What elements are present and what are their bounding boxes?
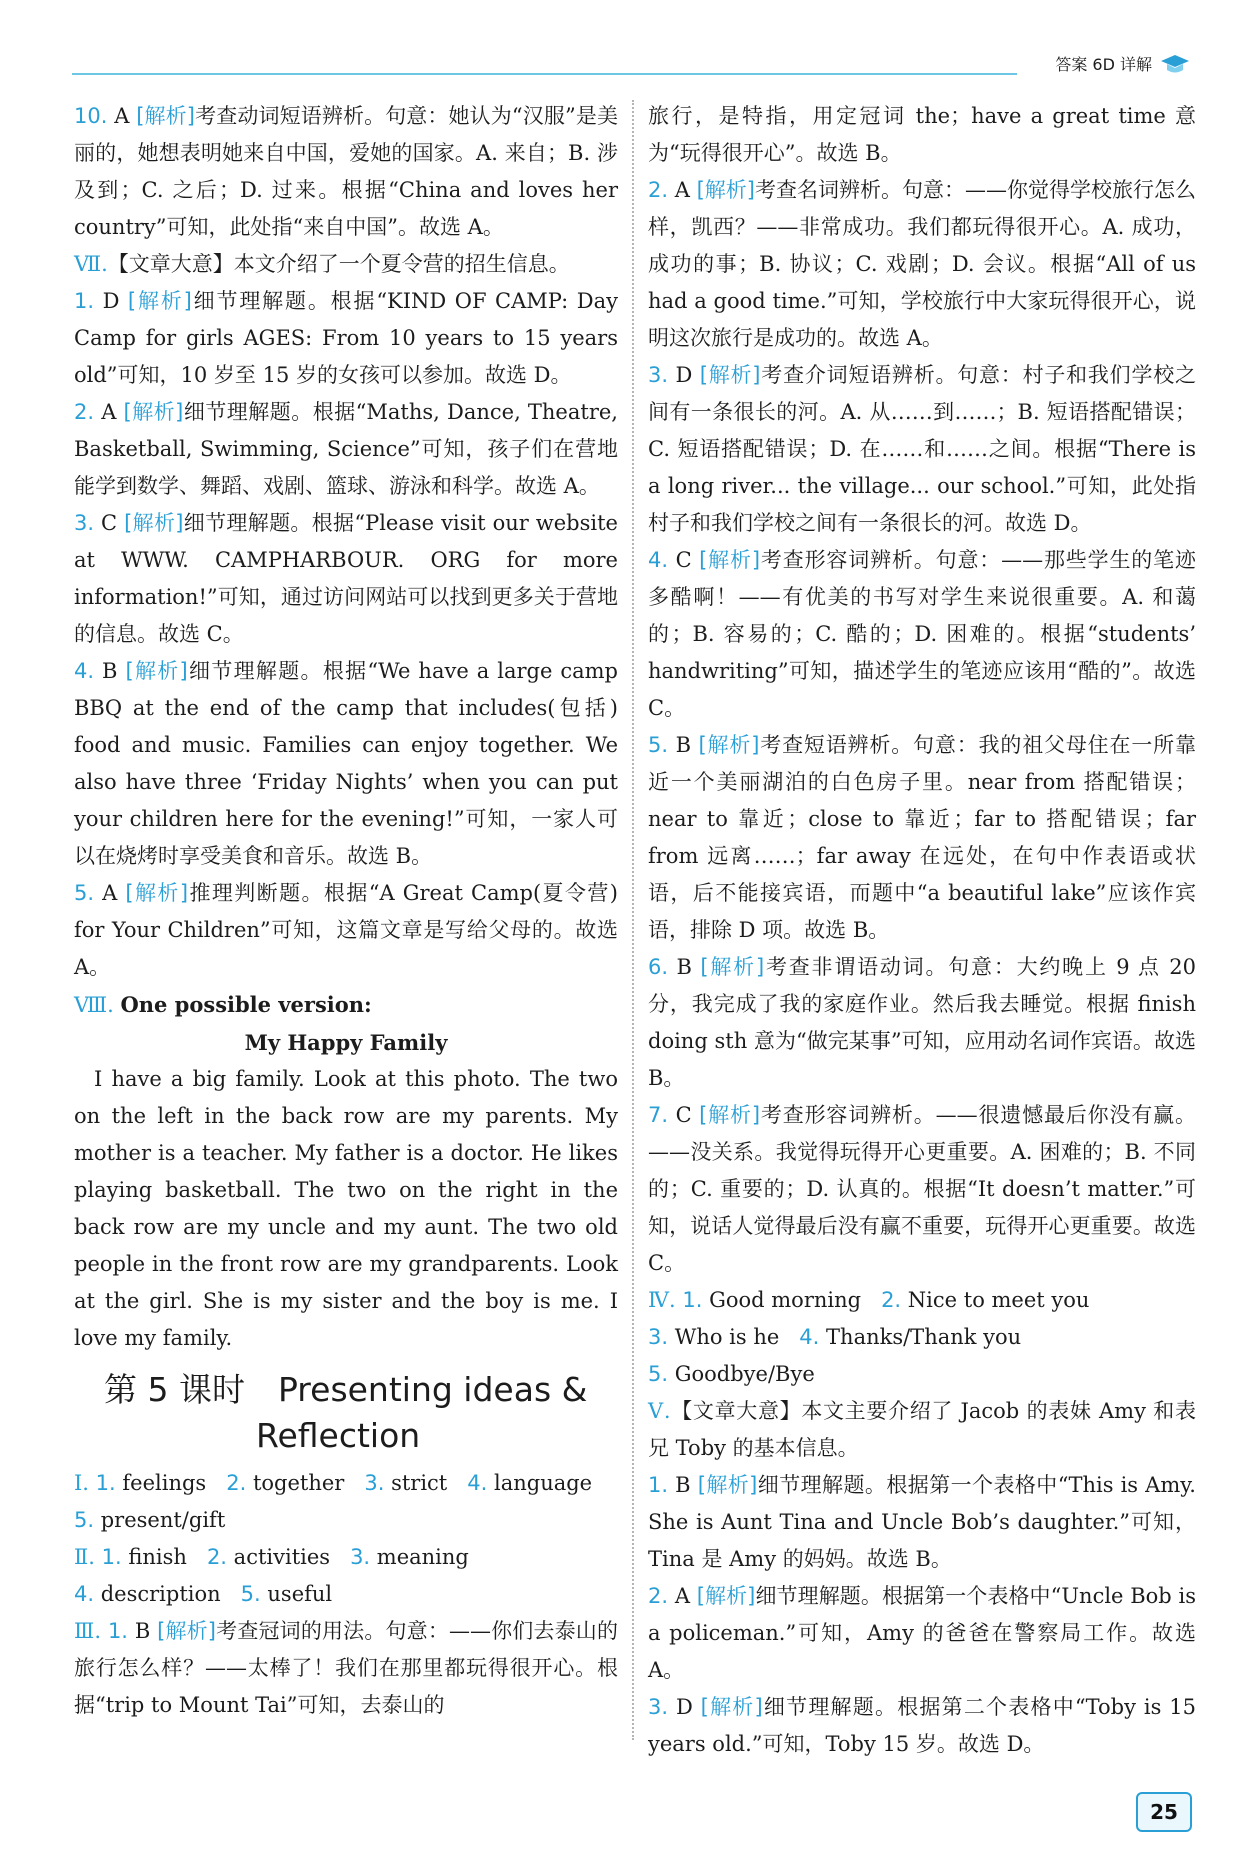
- item-number: 3.: [350, 1545, 371, 1569]
- answer-letter: A: [674, 1584, 690, 1608]
- answer-letter: D: [675, 1695, 693, 1719]
- analysis-text: 考查非谓语动词。句意：大约晚上 9 点 20 分，我完成了我的家庭作业。然后我去睡觉。根据 finish doing sth 意为“做完某事”可知，应用动名词作宾语。故选 B。: [648, 955, 1196, 1090]
- item-number: 2.: [881, 1288, 902, 1312]
- analysis-tag: [解析]: [136, 104, 195, 128]
- question-number: 4.: [74, 659, 95, 683]
- analysis-text: 考查动词短语辨析。句意：她认为“汉服”是美丽的，她想表明她来自中国，爱她的国家。A. 来自；B. 涉及到；C. 之后；D. 过来。根据“China and loves her country”可知，此处指“来自中国”。故选 A。: [74, 104, 619, 239]
- question-number: 5.: [648, 733, 669, 757]
- answer-letter: C: [675, 1103, 692, 1127]
- answer-item: [74, 1502, 225, 1539]
- analysis-text: 细节理解题。根据第二个表格中“Toby is 15 years old.”可知，Toby 15 岁。故选 D。: [648, 1695, 1196, 1756]
- answer-letter: B: [675, 1473, 691, 1497]
- lesson-heading: [74, 1367, 618, 1459]
- item-text: useful: [267, 1582, 333, 1606]
- s3-item-1-continued: 旅行，是特指，用定冠词 the；have a great time 意为“玩得很开心”。故选 B。: [648, 104, 1196, 165]
- top-rule: [72, 73, 1017, 75]
- section-8-heading: [74, 986, 618, 1024]
- answer-item: [74, 1576, 221, 1613]
- essay-title: My Happy Family: [244, 1030, 448, 1055]
- graduation-cap-icon: [1160, 53, 1190, 75]
- analysis-text: 细节理解题。根据“KIND OF CAMP: Day Camp for girls AGES: From 10 years to 15 years old”可知，10 岁至 15 岁的女孩可以参加。故选 D。: [74, 289, 618, 387]
- item-text: Nice to meet you: [907, 1288, 1090, 1312]
- answer-item: [648, 1319, 779, 1356]
- item-number: 1.: [101, 1545, 122, 1569]
- item-text: description: [100, 1582, 221, 1606]
- question-number: 6.: [648, 955, 669, 979]
- answer-letter: A: [102, 881, 118, 905]
- analysis-text: 细节理解题。根据“We have a large camp BBQ at the end of the camp that includes(包括) food and music. Families can enjoy together. We also have three ‘Friday Nights’ when you can put your children here for the evening!”可知，一家人可以在烧烤时享受美食和音乐。故选 B。: [74, 659, 618, 868]
- analysis-tag: [解析]: [699, 548, 761, 572]
- right-column: [648, 98, 1196, 1763]
- analysis-tag: [解析]: [698, 733, 760, 757]
- question-number: 2.: [648, 1584, 669, 1608]
- s7-item-2: [74, 394, 618, 505]
- answer-item: [74, 1465, 206, 1502]
- section-number: Ⅲ.: [74, 1619, 102, 1643]
- analysis-tag: [解析]: [696, 1584, 756, 1608]
- answer-item: [648, 1282, 861, 1319]
- answer-item: [648, 1356, 815, 1393]
- item-number: 4.: [74, 1582, 95, 1606]
- item-text: together: [252, 1471, 345, 1495]
- analysis-text: 推理判断题。根据“A Great Camp(夏令营) for Your Children”可知，这篇文章是写给父母的。故选 A。: [74, 881, 618, 979]
- analysis-text: 考查介词短语辨析。句意：村子和我们学校之间有一条很长的河。A. 从……到……；B. 短语搭配错误；C. 短语搭配错误；D. 在……和……之间。根据“There is a long river... the village... our school.”可知，此处指村子和我们学校之间有一条很长的河。故选 D。: [648, 363, 1196, 535]
- item-text: present/gift: [100, 1508, 226, 1532]
- section-number: Ⅱ.: [74, 1545, 95, 1569]
- answer-item: [207, 1539, 330, 1576]
- header-label: 答案 6D 详解: [1055, 55, 1152, 74]
- item-text: Who is he: [674, 1325, 780, 1349]
- question-number: 1.: [107, 1619, 128, 1643]
- section-7-summary: [74, 246, 618, 283]
- analysis-text: 考查形容词辨析。——很遗憾最后你没有赢。——没关系。我觉得玩得开心更重要。A. 困难的；B. 不同的；C. 重要的；D. 认真的。根据“It doesn’t matter.”可知，说话人觉得最后没有赢不重要，玩得开心更重要。故选 C。: [648, 1103, 1196, 1275]
- s3-item-1: [74, 1613, 618, 1724]
- analysis-text: 细节理解题。根据“Maths, Dance, Theatre, Basketball, Swimming, Science”可知，孩子们在营地能学到数学、舞蹈、戏剧、篮球、游泳和科学。故选 A。: [74, 400, 618, 498]
- analysis-text: 考查冠词的用法。句意：——你们去泰山的旅行怎么样？——太棒了！我们在那里都玩得很开心。根据“trip to Mount Tai”可知，去泰山的: [74, 1619, 618, 1717]
- analysis-tag: [解析]: [125, 881, 189, 905]
- item-number: 5.: [74, 1508, 95, 1532]
- s3-item-7: [648, 1097, 1196, 1282]
- question-number: 7.: [648, 1103, 669, 1127]
- analysis-tag: [解析]: [699, 1103, 761, 1127]
- item-number: 3.: [364, 1471, 385, 1495]
- s5-item-3: [648, 1689, 1196, 1763]
- item-text: finish: [128, 1545, 187, 1569]
- q10: [74, 98, 618, 246]
- s7-item-5: [74, 875, 618, 986]
- lesson-title-line-2: Reflection: [256, 1416, 421, 1455]
- answer-letter: B: [676, 955, 692, 979]
- analysis-tag: [解析]: [127, 289, 192, 313]
- answer-letter: B: [102, 659, 118, 683]
- answer-item: [350, 1539, 469, 1576]
- analysis-text: 细节理解题。根据“Please visit our website at WWW. CAMPHARBOUR. ORG for more information!”可知，通过访问网站可以找到更多关于营地的信息。故选 C。: [74, 511, 618, 646]
- item-text: Thanks/Thank you: [826, 1325, 1022, 1349]
- section-number: Ⅳ.: [648, 1288, 676, 1312]
- section-number: Ⅷ.: [74, 993, 114, 1017]
- item-text: Goodbye/Bye: [674, 1362, 815, 1386]
- answer-letter: A: [674, 178, 690, 202]
- item-text: feelings: [122, 1471, 207, 1495]
- answer-letter: C: [101, 511, 118, 535]
- question-number: 3.: [648, 363, 669, 387]
- summary-text: 【文章大意】本文主要介绍了 Jacob 的表妹 Amy 和表兄 Toby 的基本信息。: [648, 1399, 1196, 1460]
- answer-letter: D: [102, 289, 120, 313]
- section-1-answers: [74, 1465, 618, 1539]
- answer-letter: D: [675, 363, 693, 387]
- answer-item: [241, 1576, 332, 1613]
- question-number: 3.: [648, 1695, 669, 1719]
- analysis-text: 考查短语辨析。句意：我的祖父母住在一所靠近一个美丽湖泊的白色房子里。near from 搭配错误；near to 靠近；close to 靠近；far to 搭配错误；far from 远离……；far away 在远处，在句中作表语或状语，后不能接宾语，而题中“a beautiful lake”应该作宾语，排除 D 项。故选 B。: [648, 733, 1197, 942]
- left-column: [74, 98, 618, 1724]
- s7-item-1: [74, 283, 618, 394]
- item-text: meaning: [376, 1545, 469, 1569]
- analysis-text: 考查形容词辨析。句意：——那些学生的笔迹多酷啊！——有优美的书写对学生来说很重要。A. 和蔼的；B. 容易的；C. 酷的；D. 困难的。根据“students’ handwriting”可知，描述学生的笔迹应该用“酷的”。故选 C。: [648, 548, 1196, 720]
- answer-letter: A: [101, 400, 117, 424]
- s7-item-4: [74, 653, 618, 875]
- essay-body: I have a big family. Look at this photo. The two on the left in the back row are my parents. My mother is a teacher. My father is a doctor. He likes playing basketball. The two on the right in the back row are my uncle and my aunt. The two old people in the front row are my grandparents. Look at the girl. She is my sister and the boy is me. I love my family.: [74, 1067, 618, 1350]
- s3-item-4: [648, 542, 1196, 727]
- analysis-tag: [解析]: [699, 363, 761, 387]
- item-number: 1.: [95, 1471, 116, 1495]
- s3-item-3: [648, 357, 1196, 542]
- answer-item: [226, 1465, 344, 1502]
- item-text: activities: [233, 1545, 331, 1569]
- question-number: 1.: [648, 1473, 669, 1497]
- item-number: 3.: [648, 1325, 669, 1349]
- analysis-tag: [解析]: [124, 511, 184, 535]
- section-2-answers: [74, 1539, 618, 1613]
- section-number: Ⅴ.: [648, 1399, 671, 1423]
- s3-item-5: [648, 727, 1196, 949]
- s3-item-6: [648, 949, 1196, 1097]
- item-number: 2.: [226, 1471, 247, 1495]
- answer-item: [799, 1319, 1021, 1356]
- answer-letter: B: [134, 1619, 151, 1643]
- analysis-text: 考查名词辨析。句意：——你觉得学校旅行怎么样，凯西？——非常成功。我们都玩得很开心。A. 成功，成功的事；B. 协议；C. 戏剧；D. 会议。根据“All of us had a good time.”可知，学校旅行中大家玩得很开心，说明这次旅行是成功的。故选 A。: [648, 178, 1196, 350]
- analysis-text: 细节理解题。根据第一个表格中“This is Amy. She is Aunt Tina and Uncle Bob’s daughter.”可知，Tina 是 Amy 的妈妈。故选 B。: [648, 1473, 1196, 1571]
- item-number: 1.: [682, 1288, 703, 1312]
- s5-item-1: [648, 1467, 1196, 1578]
- question-number: 10.: [74, 104, 108, 128]
- summary-text: 【文章大意】本文介绍了一个夏令营的招生信息。: [107, 252, 570, 276]
- analysis-tag: [解析]: [123, 400, 184, 424]
- s5-item-2: [648, 1578, 1196, 1689]
- question-number: 2.: [648, 178, 669, 202]
- section-5-summary: [648, 1393, 1196, 1467]
- page-header: [1055, 52, 1190, 75]
- question-number: 4.: [648, 548, 669, 572]
- item-number: 4.: [467, 1471, 488, 1495]
- question-number: 5.: [74, 881, 95, 905]
- s7-item-3: [74, 505, 618, 653]
- item-number: 5.: [648, 1362, 669, 1386]
- question-number: 1.: [74, 289, 95, 313]
- answer-item: [74, 1539, 187, 1576]
- analysis-tag: [解析]: [697, 1473, 758, 1497]
- column-divider: [632, 100, 634, 1740]
- analysis-tag: [解析]: [700, 955, 765, 979]
- analysis-tag: [解析]: [700, 1695, 763, 1719]
- section-4-answers: [648, 1282, 1196, 1393]
- item-text: language: [493, 1471, 593, 1495]
- answer-letter: C: [675, 548, 692, 572]
- answer-item: [881, 1282, 1089, 1319]
- question-number: 3.: [74, 511, 95, 535]
- section-label: One possible version:: [120, 992, 372, 1017]
- answer-letter: B: [675, 733, 691, 757]
- item-text: strict: [391, 1471, 448, 1495]
- answer-item: [467, 1465, 592, 1502]
- answer-letter: A: [114, 104, 130, 128]
- answer-item: [364, 1465, 447, 1502]
- item-number: 4.: [799, 1325, 820, 1349]
- item-number: 5.: [240, 1582, 261, 1606]
- section-number: Ⅶ.: [74, 252, 108, 276]
- item-text: Good morning: [709, 1288, 862, 1312]
- question-number: 2.: [74, 400, 95, 424]
- section-number: Ⅰ.: [74, 1471, 89, 1495]
- analysis-tag: [解析]: [696, 178, 755, 202]
- page-number: 25: [1136, 1792, 1192, 1832]
- item-number: 2.: [206, 1545, 227, 1569]
- s3-item-2: [648, 172, 1196, 357]
- lesson-title-line-1: 第 5 课时 Presenting ideas &: [104, 1370, 588, 1409]
- analysis-text: 细节理解题。根据第一个表格中“Uncle Bob is a policeman.”可知，Amy 的爸爸在警察局工作。故选 A。: [648, 1584, 1196, 1682]
- analysis-tag: [解析]: [157, 1619, 216, 1643]
- analysis-tag: [解析]: [125, 659, 188, 683]
